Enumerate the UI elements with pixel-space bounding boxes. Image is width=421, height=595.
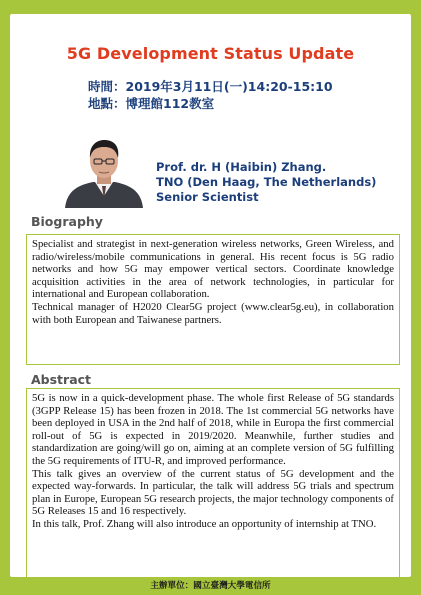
event-time: 時間：2019年3月11日(一)14:20-15:10: [88, 79, 333, 94]
speaker-affiliation: TNO (Den Haag, The Netherlands): [156, 175, 377, 189]
event-venue: 地點：博理館112教室: [88, 96, 215, 111]
biography-paragraph: Specialist and strategist in next-generation wireless networks, Green Wireless, and radio/wireless/mobile communications in general. His recent focus is 5G radio networks and how 5G may empower vertical sectors. Coordinate knowledge acquisition activities in the area of network technologies, in particular for international and European collaboration.: [32, 238, 394, 301]
biography-heading: Biography: [31, 214, 103, 229]
organizer-footer: 主辦單位：國立臺灣大學電信所: [150, 581, 271, 591]
abstract-heading: Abstract: [31, 372, 92, 387]
event-info: [88, 78, 333, 112]
abstract-paragraph: This talk gives an overview of the current status of 5G development and the expected way-forwards. In particular, the talk will address 5G trials and spectrum plan in Europe, European 5G research projects, the major technology components of 5G Releases 15 and 16 respectively.: [32, 467, 394, 518]
speaker-portrait: [65, 130, 143, 208]
abstract-box: [26, 388, 400, 577]
abstract-paragraph: 5G is now in a quick-development phase. The whole first Release of 5G standards (3GPP Release 15) has been frozen in 2018. The 1st commercial 5G networks have been deployed in USA in the 2nd half of 2018, while in Europa the first commercial roll-out of 5G is expected in 2019/2020. Meanwhile, further studies and standardization are going/will go on, aiming at an complete version of 5G fulfilling the 5G requirements of ITU-R, and improved performance.: [32, 392, 394, 467]
speaker-info: [156, 160, 376, 205]
speaker-portrait-icon: [65, 130, 143, 208]
biography-paragraph: Technical manager of H2020 Clear5G project (www.clear5g.eu), in collaboration with both European and Taiwanese partners.: [32, 300, 394, 326]
abstract-paragraph: In this talk, Prof. Zhang will also introduce an opportunity of internship at TNO.: [32, 517, 377, 530]
poster-content: [10, 14, 411, 577]
speaker-role: Senior Scientist: [156, 190, 259, 204]
biography-box: [26, 234, 400, 365]
page-title: 5G Development Status Update: [66, 44, 355, 63]
speaker-name: Prof. dr. H (Haibin) Zhang.: [156, 160, 327, 174]
